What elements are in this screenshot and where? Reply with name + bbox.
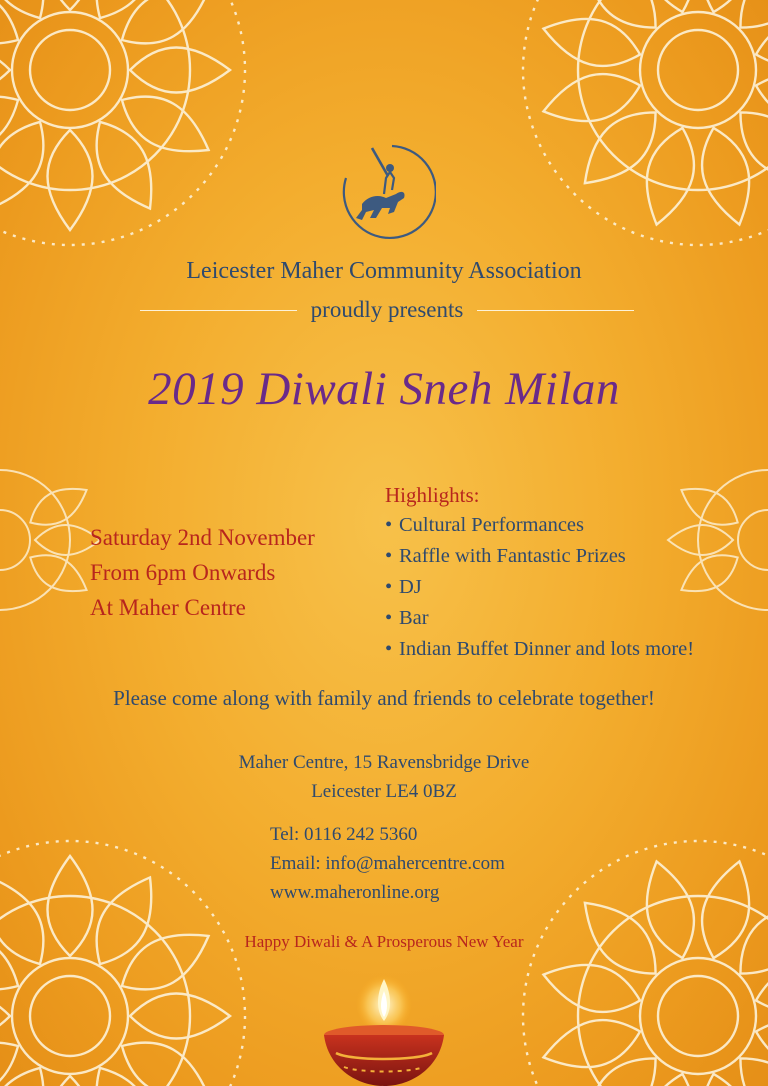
list-item [385,510,694,541]
mandala-ornament-icon-top-right [498,0,768,270]
contact-tel: Tel: 0116 242 5360 [270,824,418,845]
list-item [385,572,694,603]
highlights-list [385,510,694,665]
bullet: • [385,545,393,567]
mandala-ornament-icon-top-left [0,0,270,270]
address [0,748,768,806]
address-line-2: Leicester LE4 0BZ [311,781,457,802]
presents-row [140,295,634,325]
invitation-text: Please come along with family and friends to celebrate together! [113,686,655,710]
event-date: Saturday 2nd November [90,525,315,550]
highlights-heading: Highlights: [385,483,480,507]
event-details [90,520,315,625]
highlights [385,480,694,665]
bullet: • [385,607,393,629]
horse-rider-logo-icon [332,138,436,242]
list-item [385,634,694,665]
highlight-text: Raffle with Fantastic Prizes [399,545,626,567]
event-title: 2019 Diwali Sneh Milan [148,363,620,415]
contact-info [270,820,505,907]
contact-website[interactable]: www.maheronline.org [270,882,440,903]
greeting: Happy Diwali & A Prosperous New Year [244,932,524,951]
contact-email[interactable]: Email: info@mahercentre.com [270,853,505,874]
divider-left [140,310,297,311]
diya-lamp-icon [310,975,458,1086]
bullet: • [385,514,393,536]
address-line-1: Maher Centre, 15 Ravensbridge Drive [238,752,530,773]
event-time: From 6pm Onwards [90,560,276,585]
bullet: • [385,576,393,598]
list-item [385,541,694,572]
list-item [385,603,694,634]
bullet: • [385,638,393,660]
highlight-text: Bar [399,607,429,629]
event-venue: At Maher Centre [90,595,246,620]
highlight-text: DJ [399,576,422,598]
presents-text: proudly presents [310,297,464,322]
divider-right [477,310,634,311]
org-name: Leicester Maher Community Association [186,258,582,284]
highlight-text: Indian Buffet Dinner and lots more! [399,638,695,660]
highlight-text: Cultural Performances [399,514,585,536]
